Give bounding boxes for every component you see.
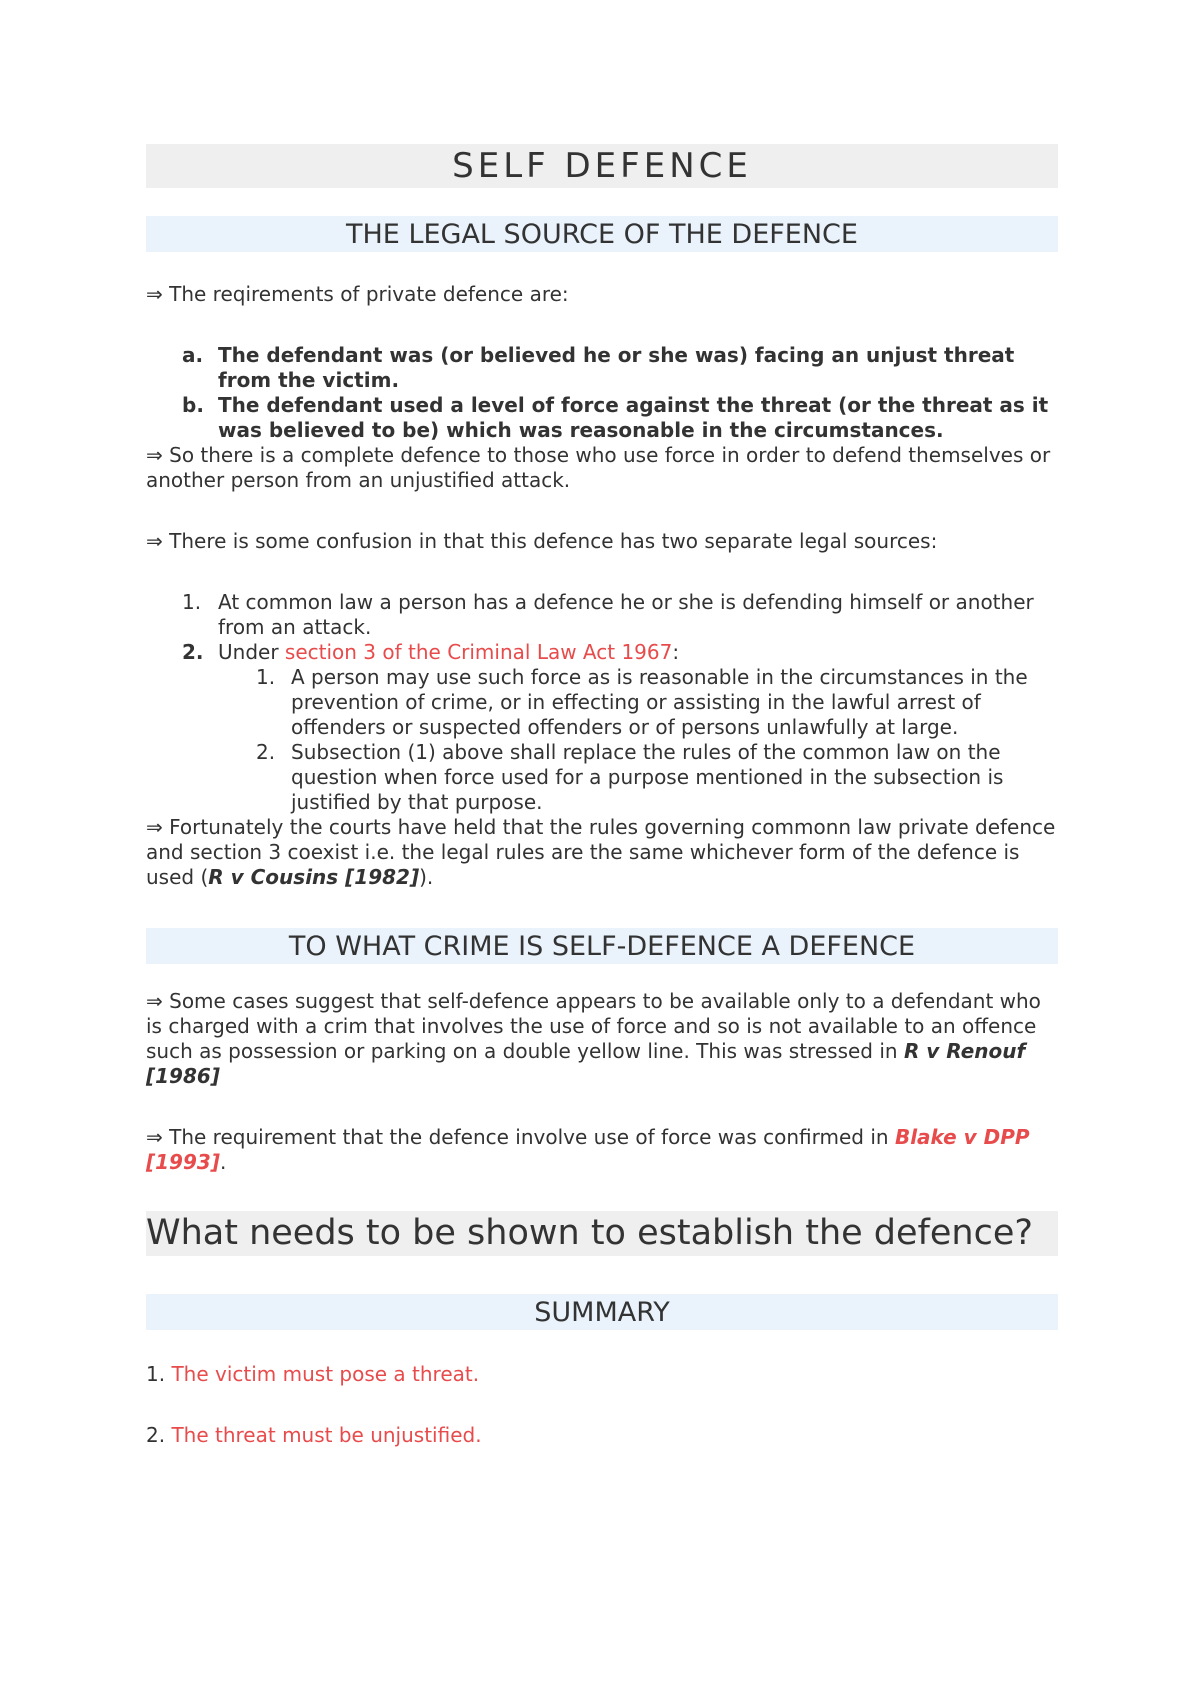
complete-defence-paragraph: ⇒ So there is a complete defence to those who use force in order to defend themselves or another person from an unjustified attack.	[146, 443, 1051, 492]
statute-reference-link[interactable]: section 3 of the Criminal Law Act 1967	[284, 640, 673, 664]
arrow-icon: ⇒	[146, 443, 163, 467]
case-citation-link[interactable]: Blake v DPP [1993]	[146, 1125, 1030, 1174]
requirement-paragraph: ⇒ The requirement that the defence involve use of force was confirmed in Blake v DPP [1993].	[146, 1125, 1030, 1174]
some-cases-paragraph: ⇒ Some cases suggest that self-defence appears to be available only to a defendant who is charged with a crim that involves the use of force and so is not available to an offence such as possession or parking on a double yellow line. This was stressed in R v Renouf [1986]	[146, 989, 1041, 1088]
requirements-intro: ⇒ The reqirements of private defence are:	[146, 282, 569, 306]
arrow-icon: ⇒	[146, 529, 163, 553]
arrow-icon: ⇒	[146, 815, 163, 839]
arrow-icon: ⇒	[146, 282, 163, 306]
heading-summary: SUMMARY	[146, 1294, 1058, 1330]
sub-list-item: 1. A person may use such force as is reasonable in the circumstances in the prevention of crime, or in effecting or assisting in the lawful arrest of offenders or suspected offenders or of persons unlawfully at large.	[256, 665, 1028, 739]
document-content	[146, 144, 1058, 1448]
list-item: 2. Under section 3 of the Criminal Law Act 1967:	[182, 640, 680, 664]
arrow-icon: ⇒	[146, 989, 163, 1013]
sources-list	[146, 590, 1058, 815]
case-citation: R v Renouf [1986]	[146, 1039, 1026, 1088]
requirements-list	[146, 343, 1058, 443]
list-item: 1. At common law a person has a defence he or she is defending himself or another from an attack.	[182, 590, 1034, 639]
arrow-icon: ⇒	[146, 1125, 163, 1149]
sub-list-item: 2. Subsection (1) above shall replace the rules of the common law on the question when force used for a purpose mentioned in the subsection is justified by that purpose.	[256, 740, 1004, 814]
list-item: b. The defendant used a level of force against the threat (or the threat as it was believed to be) which was reasonable in the circumstances.	[182, 393, 1049, 442]
summary-item: 1. The victim must pose a threat.	[146, 1362, 480, 1386]
heading-legal-source: THE LEGAL SOURCE OF THE DEFENCE	[146, 216, 1058, 252]
confusion-paragraph: ⇒ There is some confusion in that this defence has two separate legal sources:	[146, 529, 938, 553]
heading-what-needs-shown: What needs to be shown to establish the defence?	[146, 1211, 1058, 1256]
summary-item: 2. The threat must be unjustified.	[146, 1423, 482, 1447]
document-title: SELF DEFENCE	[146, 144, 1058, 188]
heading-what-crime: TO WHAT CRIME IS SELF-DEFENCE A DEFENCE	[146, 928, 1058, 964]
case-citation: R v Cousins [1982]	[208, 865, 420, 889]
fortunately-paragraph: ⇒ Fortunately the courts have held that the rules governing commonn law private defence and section 3 coexist i.e. the legal rules are the same whichever form of the defence is used (R v Cousins [1982]).	[146, 815, 1056, 889]
list-item: a. The defendant was (or believed he or she was) facing an unjust threat from the victim.	[182, 343, 1015, 392]
